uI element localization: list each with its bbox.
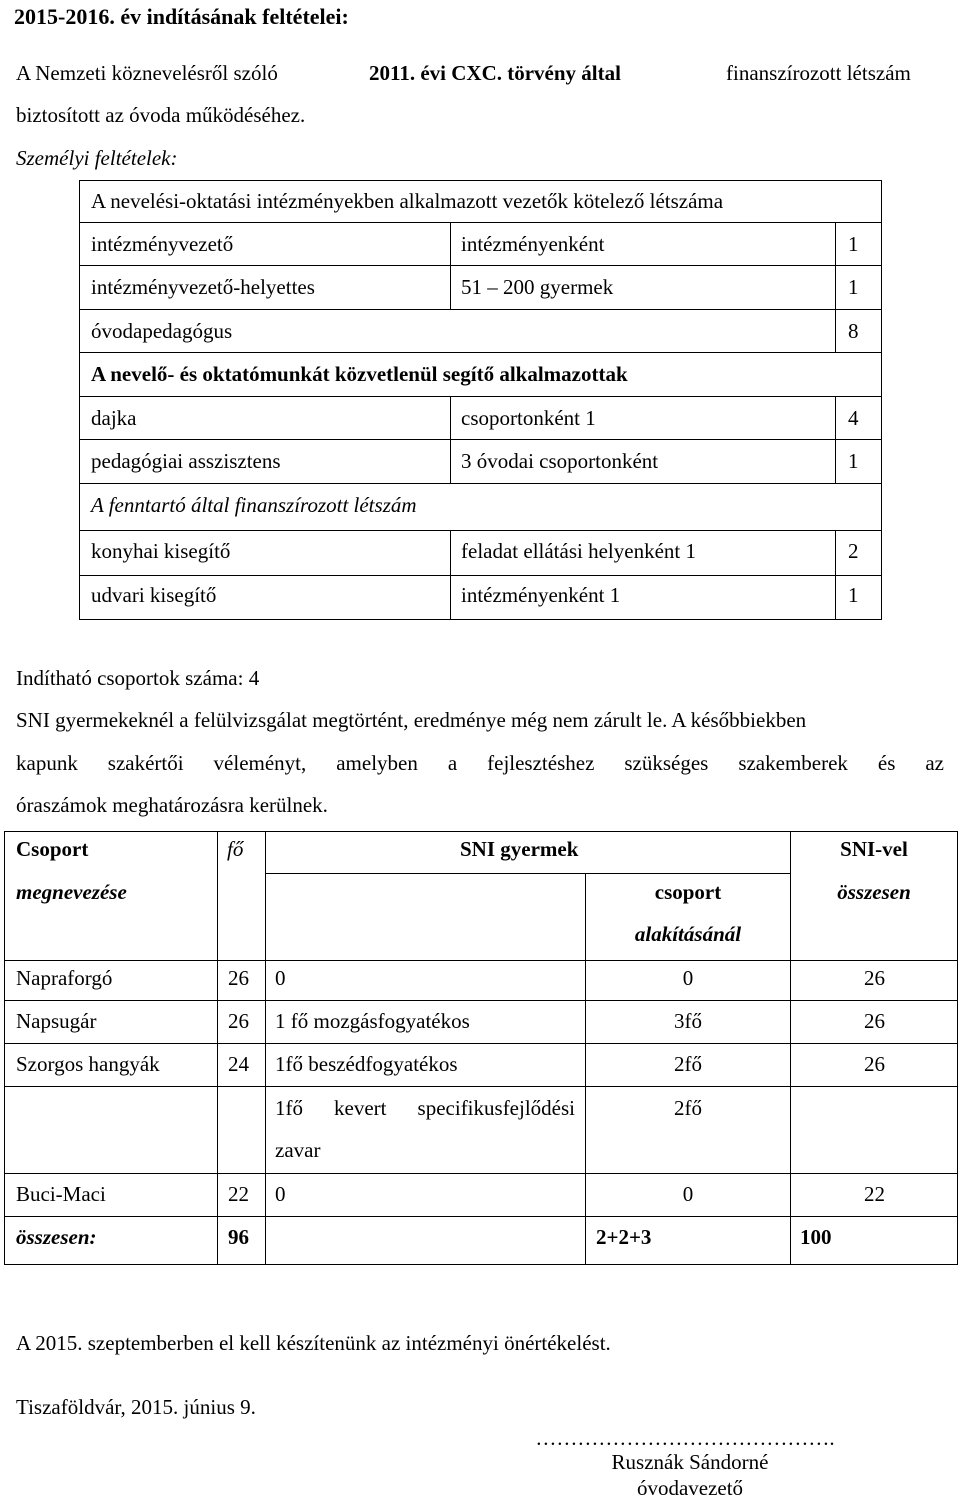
table-cell: 8 bbox=[848, 319, 859, 343]
column-header-formation: csoport bbox=[654, 880, 722, 904]
table-cell: Szorgos hangyák bbox=[16, 1052, 160, 1076]
sni-text-line-2: kapunk szakértői véleményt, amelyben a fejlesztéshez szükséges szakemberek és az bbox=[16, 751, 944, 775]
table-cell: 26 bbox=[864, 966, 885, 990]
table-cell: zavar bbox=[275, 1138, 321, 1162]
table-cell: csoportonként 1 bbox=[461, 406, 596, 430]
column-header-sni: SNI gyermek bbox=[460, 837, 579, 861]
intro-line-1a: A Nemzeti köznevelésről szóló bbox=[16, 61, 278, 85]
table-cell: intézményvezető-helyettes bbox=[91, 275, 315, 299]
table-cell: udvari kisegítő bbox=[91, 583, 217, 607]
sni-text-line-1: SNI gyermekeknél a felülvizsgálat megtörtént, eredménye még nem zárult le. A későbbiekben bbox=[16, 708, 807, 732]
intro-line-1c: finanszírozott létszám bbox=[726, 61, 911, 85]
column-header-total: SNI-vel bbox=[840, 837, 908, 861]
signature-name: Rusznák Sándorné bbox=[611, 1450, 769, 1474]
table-cell: dajka bbox=[91, 406, 137, 430]
sum-formation: 2+2+3 bbox=[596, 1225, 652, 1249]
table-cell: 26 bbox=[864, 1009, 885, 1033]
column-header-count: fő bbox=[227, 837, 244, 861]
table-cell: feladat ellátási helyenként 1 bbox=[461, 539, 696, 563]
table-cell: 26 bbox=[228, 1009, 249, 1033]
table-cell: 26 bbox=[864, 1052, 885, 1076]
self-evaluation-note: A 2015. szeptemberben el kell készítenünk az intézményi önértékelést. bbox=[16, 1331, 611, 1355]
table-cell: 3fő bbox=[674, 1009, 702, 1033]
table-cell: óvodapedagógus bbox=[91, 319, 233, 343]
table-cell: 1 fő mozgásfogyatékos bbox=[275, 1009, 470, 1033]
intro-line-2: biztosított az óvoda működéséhez. bbox=[16, 103, 306, 127]
signature-dots: ……………………………………. bbox=[535, 1426, 835, 1450]
table-cell: 1 bbox=[848, 449, 859, 473]
table-cell: intézményenként bbox=[461, 232, 605, 256]
table-cell: intézményenként 1 bbox=[461, 583, 621, 607]
table-cell: 1fő beszédfogyatékos bbox=[275, 1052, 458, 1076]
table-cell: 2fő bbox=[674, 1096, 702, 1120]
table-cell: 1 bbox=[848, 232, 859, 256]
table-cell: 1 bbox=[848, 275, 859, 299]
table-cell: konyhai kisegítő bbox=[91, 539, 231, 563]
page-title: 2015-2016. év indításának feltételei: bbox=[14, 4, 349, 29]
staff-section-heading: A fenntartó által finanszírozott létszám bbox=[91, 493, 417, 517]
table-cell: 1 bbox=[848, 583, 859, 607]
table-cell: 3 óvodai csoportonként bbox=[461, 449, 659, 473]
table-cell: 0 bbox=[275, 1182, 286, 1206]
table-cell: Napsugár bbox=[16, 1009, 97, 1033]
table-cell: 24 bbox=[228, 1052, 249, 1076]
sum-label: összesen: bbox=[16, 1225, 97, 1249]
table-cell: pedagógiai asszisztens bbox=[91, 449, 281, 473]
table-cell: 0 bbox=[275, 966, 286, 990]
table-cell: 22 bbox=[228, 1182, 249, 1206]
groups-count: Indítható csoportok száma: 4 bbox=[16, 666, 260, 690]
column-header-total: összesen bbox=[837, 880, 911, 904]
table-cell: intézményvezető bbox=[91, 232, 234, 256]
table-cell: 2 bbox=[848, 539, 859, 563]
intro-line-1b: 2011. évi CXC. törvény által bbox=[369, 61, 621, 85]
sni-text-line-3: óraszámok meghatározásra kerülnek. bbox=[16, 793, 328, 817]
table-cell: 1fő kevert specifikusfejlődési bbox=[275, 1096, 575, 1120]
place-date: Tiszaföldvár, 2015. június 9. bbox=[16, 1395, 256, 1419]
column-header-group: Csoport bbox=[16, 837, 89, 861]
personal-conditions-title: Személyi feltételek: bbox=[16, 146, 178, 170]
table-cell: 0 bbox=[682, 1182, 694, 1206]
staff-section-heading: A nevelő- és oktatómunkát közvetlenül segítő alkalmazottak bbox=[91, 362, 628, 386]
sum-count: 96 bbox=[228, 1225, 249, 1249]
column-header-group: megnevezése bbox=[16, 880, 127, 904]
table-cell: 51 – 200 gyermek bbox=[461, 275, 614, 299]
table-cell: Napraforgó bbox=[16, 966, 113, 990]
signature-title: óvodavezető bbox=[636, 1476, 744, 1500]
sum-total: 100 bbox=[800, 1225, 832, 1249]
table-cell: Buci-Maci bbox=[16, 1182, 106, 1206]
table-cell: 22 bbox=[864, 1182, 885, 1206]
table-cell: 4 bbox=[848, 406, 859, 430]
table-cell: 2fő bbox=[674, 1052, 702, 1076]
column-header-formation: alakításánál bbox=[634, 922, 742, 946]
table-cell: 0 bbox=[682, 966, 694, 990]
staff-table-header: A nevelési-oktatási intézményekben alkalmazott vezetők kötelező létszáma bbox=[91, 189, 724, 213]
table-cell: 26 bbox=[228, 966, 249, 990]
